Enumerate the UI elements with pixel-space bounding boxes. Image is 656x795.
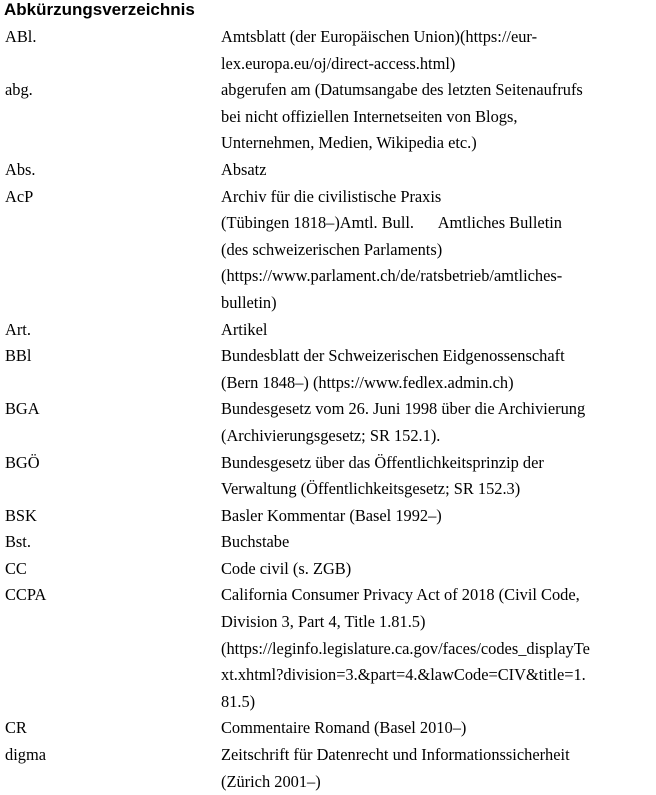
abbreviation-definition: [221, 77, 656, 157]
abbreviation-list: [0, 24, 656, 795]
definition-line: lex.europa.eu/oj/direct-access.html): [221, 53, 456, 73]
abbreviation-entry: [0, 450, 656, 503]
abbreviation-term: BGA: [5, 399, 40, 419]
abbreviation-entry: [0, 24, 656, 77]
definition-line: (https://leginfo.legislature.ca.gov/faces/codes_displayTe: [221, 638, 590, 658]
definition-line: Code civil (s. ZGB): [221, 558, 352, 578]
definition-line: Buchstabe: [221, 532, 290, 552]
page-title: Abkürzungsverzeichnis: [4, 0, 195, 19]
definition-line: Zeitschrift für Datenrecht und Informationssicherheit: [221, 745, 570, 765]
abbreviation-definition: [221, 503, 656, 530]
abbreviation-definition: [221, 157, 656, 184]
abbreviation-definition: [221, 450, 656, 503]
definition-line: Amtsblatt (der Europäischen Union)(https://eur-: [221, 27, 538, 46]
definition-line: Absatz: [221, 159, 267, 179]
abbreviation-term: BBl: [5, 346, 32, 366]
abbreviation-definition: [221, 556, 656, 583]
abbreviation-term: digma: [5, 745, 46, 765]
definition-line: California Consumer Privacy Act of 2018 (Civil Code,: [221, 585, 580, 605]
abbreviation-entry: [0, 529, 656, 556]
abbreviation-term: AcP: [5, 186, 34, 206]
definition-line: bei nicht offiziellen Internetseiten von Blogs,: [221, 106, 518, 126]
abbreviation-entry: [0, 556, 656, 583]
definition-line: Commentaire Romand (Basel 2010–): [221, 718, 467, 738]
abbreviation-term: Bst.: [5, 532, 31, 552]
definition-line: Bundesgesetz über das Öffentlichkeitsprinzip der: [221, 452, 544, 472]
abbreviation-term: CCPA: [5, 585, 47, 605]
definition-line: Bundesblatt der Schweizerischen Eidgenossenschaft: [221, 346, 565, 366]
abbreviation-entry: [0, 742, 656, 795]
abbreviation-definition: [221, 396, 656, 449]
abbreviation-entry: [0, 343, 656, 396]
abbreviation-entry: [0, 77, 656, 157]
abbreviation-definition: [221, 742, 656, 795]
abbreviation-definition: [221, 184, 656, 317]
abbreviation-definition: [221, 715, 656, 742]
definition-line: (des schweizerischen Parlaments): [221, 239, 443, 259]
definition-line: Basler Kommentar (Basel 1992–): [221, 505, 442, 525]
abbreviation-term: ABl.: [5, 27, 37, 46]
definition-line: Verwaltung (Öffentlichkeitsgesetz; SR 152.3): [221, 479, 521, 499]
abbreviation-entry: [0, 715, 656, 742]
abbreviation-entry: [0, 396, 656, 449]
definition-line: (https://www.parlament.ch/de/ratsbetrieb/amtliches-: [221, 266, 563, 286]
abbreviation-entry: [0, 503, 656, 530]
definition-line: (Bern 1848–) (https://www.fedlex.admin.ch): [221, 372, 514, 392]
definition-line: (Zürich 2001–): [221, 771, 321, 791]
abbreviation-term: CR: [5, 718, 27, 738]
abbreviation-entry: [0, 582, 656, 715]
abbreviation-definition: [221, 582, 656, 715]
abbreviation-term: Abs.: [5, 159, 36, 179]
definition-line: abgerufen am (Datumsangabe des letzten Seitenaufrufs: [221, 80, 583, 100]
abbreviation-entry: [0, 184, 656, 317]
definition-line: Artikel: [221, 319, 268, 339]
abbreviation-entry: [0, 157, 656, 184]
abbreviation-definition: [221, 24, 656, 77]
definition-line: Archiv für die civilistische Praxis: [221, 186, 442, 206]
abbreviation-term: CC: [5, 558, 27, 578]
definition-line: bulletin): [221, 292, 277, 312]
definition-line: 81.5): [221, 691, 256, 711]
abbreviation-entry: [0, 317, 656, 344]
abbreviation-term: Art.: [5, 319, 31, 339]
definition-line: (Archivierungsgesetz; SR 152.1).: [221, 425, 441, 445]
definition-line: Division 3, Part 4, Title 1.81.5): [221, 612, 426, 632]
definition-line: Bundesgesetz vom 26. Juni 1998 über die Archivierung: [221, 399, 586, 419]
definition-line: (Tübingen 1818–)Amtl. Bull. Amtliches Bulletin: [221, 213, 562, 233]
abbreviation-term: abg.: [5, 80, 33, 100]
abbreviation-term: BSK: [5, 505, 37, 525]
definition-line: xt.xhtml?division=3.&part=4.&lawCode=CIV&title=1.: [221, 665, 586, 685]
abbreviation-definition: [221, 343, 656, 396]
definition-line: Unternehmen, Medien, Wikipedia etc.): [221, 133, 477, 153]
abbreviation-definition: [221, 317, 656, 344]
abbreviation-definition: [221, 529, 656, 556]
abbreviation-term: BGÖ: [5, 452, 40, 472]
